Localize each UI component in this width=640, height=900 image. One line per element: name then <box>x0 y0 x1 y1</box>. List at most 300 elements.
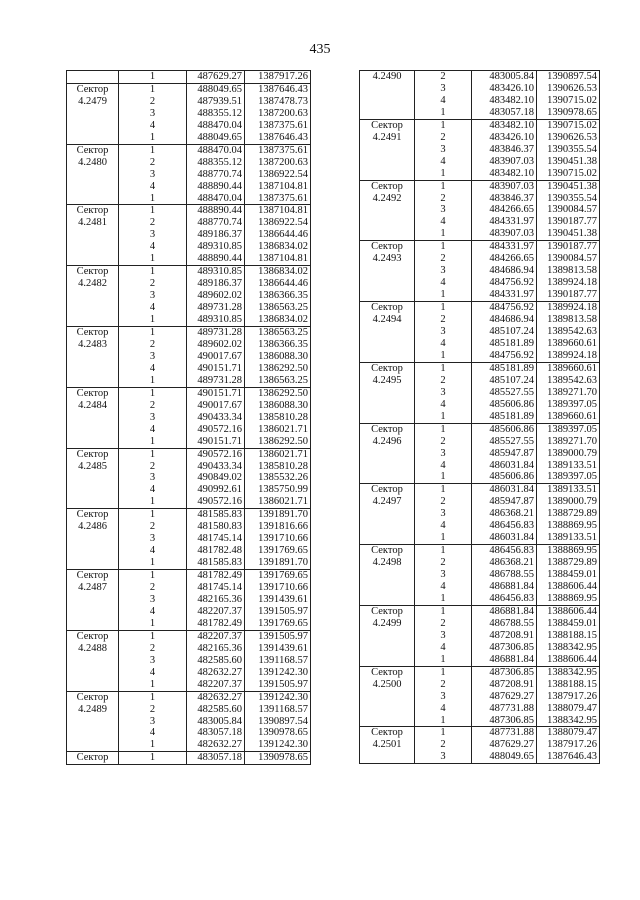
x-coordinate-cell: 486456.83 <box>472 520 537 532</box>
table-row <box>67 241 311 253</box>
table-row <box>67 655 311 667</box>
y-coordinate-cell: 1389660.61 <box>537 411 600 423</box>
x-coordinate-cell: 482585.60 <box>187 655 245 667</box>
sector-cell <box>67 739 119 751</box>
sector-cell <box>360 411 415 423</box>
sector-cell: Сектор <box>360 241 415 253</box>
sector-cell: 4.2480 <box>67 157 119 169</box>
x-coordinate-cell: 487629.27 <box>472 691 537 703</box>
sector-cell <box>67 241 119 253</box>
sector-cell <box>360 338 415 350</box>
sector-cell <box>67 302 119 314</box>
y-coordinate-cell: 1390978.65 <box>537 107 600 119</box>
y-coordinate-cell: 1386366.35 <box>245 339 311 351</box>
table-row <box>360 666 600 678</box>
sector-cell <box>67 679 119 691</box>
point-number-cell: 4 <box>119 241 187 253</box>
sector-cell: 4.2481 <box>67 217 119 229</box>
point-number-cell: 1 <box>119 83 187 95</box>
table-row <box>360 581 600 593</box>
y-coordinate-cell: 1387104.81 <box>245 253 311 265</box>
sector-cell <box>67 424 119 436</box>
point-number-cell: 3 <box>119 655 187 667</box>
table-row <box>67 229 311 241</box>
x-coordinate-cell: 489731.28 <box>187 375 245 387</box>
x-coordinate-cell: 486881.84 <box>472 605 537 617</box>
y-coordinate-cell: 1386088.30 <box>245 351 311 363</box>
sector-cell <box>67 496 119 508</box>
table-row <box>67 679 311 691</box>
x-coordinate-cell: 490151.71 <box>187 436 245 448</box>
point-number-cell: 2 <box>415 496 472 508</box>
y-coordinate-cell: 1390187.77 <box>537 289 600 301</box>
y-coordinate-cell: 1391505.97 <box>245 606 311 618</box>
point-number-cell: 1 <box>415 593 472 605</box>
sector-cell: 4.2479 <box>67 96 119 108</box>
point-number-cell: 2 <box>119 96 187 108</box>
point-number-cell: 3 <box>119 533 187 545</box>
y-coordinate-cell: 1391769.65 <box>245 570 311 582</box>
table-row <box>360 471 600 483</box>
table-row <box>360 228 600 240</box>
point-number-cell: 2 <box>119 521 187 533</box>
table-row <box>67 400 311 412</box>
y-coordinate-cell: 1385750.99 <box>245 484 311 496</box>
x-coordinate-cell: 488890.44 <box>187 253 245 265</box>
x-coordinate-cell: 484331.97 <box>472 289 537 301</box>
table-row <box>360 71 600 83</box>
x-coordinate-cell: 486881.84 <box>472 581 537 593</box>
sector-cell: Сектор <box>67 144 119 156</box>
y-coordinate-cell: 1388606.44 <box>537 581 600 593</box>
sector-cell: Сектор <box>67 83 119 95</box>
sector-cell: Сектор <box>360 605 415 617</box>
table-row <box>67 132 311 144</box>
point-number-cell: 3 <box>415 448 472 460</box>
table-row <box>67 96 311 108</box>
x-coordinate-cell: 490017.67 <box>187 400 245 412</box>
x-coordinate-cell: 487306.85 <box>472 715 537 727</box>
table-row <box>67 484 311 496</box>
table-row <box>360 520 600 532</box>
y-coordinate-cell: 1390355.54 <box>537 193 600 205</box>
y-coordinate-cell: 1389924.18 <box>537 302 600 314</box>
table-row <box>67 436 311 448</box>
point-number-cell: 4 <box>119 363 187 375</box>
table-row <box>360 83 600 95</box>
point-number-cell: 1 <box>119 327 187 339</box>
point-number-cell: 3 <box>119 412 187 424</box>
point-number-cell: 4 <box>119 545 187 557</box>
point-number-cell: 1 <box>119 314 187 326</box>
coordinates-table-right <box>359 70 600 764</box>
table-row <box>67 266 311 278</box>
y-coordinate-cell: 1391242.30 <box>245 739 311 751</box>
y-coordinate-cell: 1391439.61 <box>245 594 311 606</box>
point-number-cell: 1 <box>415 302 472 314</box>
table-row <box>360 289 600 301</box>
x-coordinate-cell: 490572.16 <box>187 448 245 460</box>
sector-cell: 4.2499 <box>360 618 415 630</box>
y-coordinate-cell: 1387200.63 <box>245 157 311 169</box>
point-number-cell: 2 <box>119 339 187 351</box>
sector-cell <box>360 216 415 228</box>
x-coordinate-cell: 490849.02 <box>187 472 245 484</box>
sector-cell <box>67 545 119 557</box>
table-row <box>67 606 311 618</box>
x-coordinate-cell: 487629.27 <box>187 71 245 84</box>
x-coordinate-cell: 483057.18 <box>187 727 245 739</box>
y-coordinate-cell: 1386088.30 <box>245 400 311 412</box>
sector-cell: 4.2500 <box>360 679 415 691</box>
sector-cell: 4.2483 <box>67 339 119 351</box>
x-coordinate-cell: 484266.65 <box>472 204 537 216</box>
point-number-cell: 2 <box>415 193 472 205</box>
x-coordinate-cell: 487306.85 <box>472 642 537 654</box>
x-coordinate-cell: 486788.55 <box>472 618 537 630</box>
point-number-cell: 1 <box>415 471 472 483</box>
sector-cell <box>360 581 415 593</box>
point-number-cell: 4 <box>415 581 472 593</box>
point-number-cell: 4 <box>119 606 187 618</box>
y-coordinate-cell: 1391505.97 <box>245 679 311 691</box>
table-row <box>360 460 600 472</box>
y-coordinate-cell: 1387104.81 <box>245 181 311 193</box>
y-coordinate-cell: 1387646.43 <box>537 751 600 763</box>
y-coordinate-cell: 1390715.02 <box>537 95 600 107</box>
table-row <box>360 703 600 715</box>
y-coordinate-cell: 1388342.95 <box>537 642 600 654</box>
y-coordinate-cell: 1388869.95 <box>537 545 600 557</box>
table-row <box>67 521 311 533</box>
sector-cell <box>67 229 119 241</box>
y-coordinate-cell: 1391242.30 <box>245 691 311 703</box>
table-row <box>67 412 311 424</box>
point-number-cell: 2 <box>415 436 472 448</box>
y-coordinate-cell: 1388459.01 <box>537 618 600 630</box>
table-row <box>360 727 600 739</box>
sector-cell <box>67 436 119 448</box>
y-coordinate-cell: 1391816.66 <box>245 521 311 533</box>
sector-cell <box>67 484 119 496</box>
x-coordinate-cell: 483005.84 <box>187 716 245 728</box>
y-coordinate-cell: 1389133.51 <box>537 532 600 544</box>
sector-cell <box>67 667 119 679</box>
table-row <box>67 302 311 314</box>
table-row <box>360 350 600 362</box>
table-row <box>67 691 311 703</box>
table-row <box>360 362 600 374</box>
x-coordinate-cell: 486031.84 <box>472 532 537 544</box>
table-row <box>360 375 600 387</box>
y-coordinate-cell: 1389000.79 <box>537 448 600 460</box>
y-coordinate-cell: 1386563.25 <box>245 327 311 339</box>
y-coordinate-cell: 1387104.81 <box>245 205 311 217</box>
y-coordinate-cell: 1388188.15 <box>537 679 600 691</box>
x-coordinate-cell: 481585.83 <box>187 509 245 521</box>
sector-cell <box>67 375 119 387</box>
point-number-cell: 1 <box>119 375 187 387</box>
x-coordinate-cell: 483482.10 <box>472 119 537 131</box>
y-coordinate-cell: 1386834.02 <box>245 266 311 278</box>
y-coordinate-cell: 1390626.53 <box>537 132 600 144</box>
table-row <box>360 593 600 605</box>
sector-cell <box>67 181 119 193</box>
y-coordinate-cell: 1386922.54 <box>245 217 311 229</box>
y-coordinate-cell: 1388729.89 <box>537 508 600 520</box>
sector-cell <box>67 132 119 144</box>
point-number-cell: 2 <box>415 739 472 751</box>
y-coordinate-cell: 1388606.44 <box>537 654 600 666</box>
table-row <box>360 691 600 703</box>
sector-cell: Сектор <box>360 362 415 374</box>
table-row <box>360 302 600 314</box>
x-coordinate-cell: 490572.16 <box>187 424 245 436</box>
sector-cell <box>67 412 119 424</box>
point-number-cell: 1 <box>415 289 472 301</box>
point-number-cell: 4 <box>415 703 472 715</box>
sector-cell <box>360 642 415 654</box>
x-coordinate-cell: 485947.87 <box>472 496 537 508</box>
x-coordinate-cell: 483482.10 <box>472 168 537 180</box>
table-row <box>67 618 311 630</box>
y-coordinate-cell: 1390084.57 <box>537 204 600 216</box>
y-coordinate-cell: 1389397.05 <box>537 471 600 483</box>
y-coordinate-cell: 1385810.28 <box>245 412 311 424</box>
table-row <box>360 399 600 411</box>
x-coordinate-cell: 487731.88 <box>472 727 537 739</box>
sector-cell: 4.2496 <box>360 436 415 448</box>
y-coordinate-cell: 1391891.70 <box>245 509 311 521</box>
y-coordinate-cell: 1388079.47 <box>537 703 600 715</box>
sector-cell <box>360 520 415 532</box>
point-number-cell: 4 <box>415 95 472 107</box>
point-number-cell: 1 <box>415 168 472 180</box>
table-row <box>360 265 600 277</box>
x-coordinate-cell: 488355.12 <box>187 157 245 169</box>
table-row <box>67 363 311 375</box>
x-coordinate-cell: 485107.24 <box>472 375 537 387</box>
y-coordinate-cell: 1386834.02 <box>245 314 311 326</box>
x-coordinate-cell: 488770.74 <box>187 217 245 229</box>
y-coordinate-cell: 1389542.63 <box>537 326 600 338</box>
table-row <box>67 448 311 460</box>
point-number-cell: 1 <box>119 691 187 703</box>
point-number-cell: 1 <box>119 618 187 630</box>
x-coordinate-cell: 483482.10 <box>472 95 537 107</box>
sector-cell <box>67 71 119 84</box>
sector-cell: 4.2493 <box>360 253 415 265</box>
point-number-cell: 4 <box>119 424 187 436</box>
table-row <box>360 156 600 168</box>
x-coordinate-cell: 489602.02 <box>187 290 245 302</box>
x-coordinate-cell: 486031.84 <box>472 484 537 496</box>
x-coordinate-cell: 488355.12 <box>187 108 245 120</box>
sector-cell <box>360 508 415 520</box>
table-row <box>67 217 311 229</box>
sector-cell <box>360 593 415 605</box>
sector-cell: 4.2494 <box>360 314 415 326</box>
point-number-cell: 2 <box>119 278 187 290</box>
x-coordinate-cell: 488049.65 <box>187 132 245 144</box>
y-coordinate-cell: 1389924.18 <box>537 277 600 289</box>
sector-cell <box>360 399 415 411</box>
point-number-cell: 1 <box>415 241 472 253</box>
y-coordinate-cell: 1386292.50 <box>245 387 311 399</box>
sector-cell: 4.2486 <box>67 521 119 533</box>
y-coordinate-cell: 1388869.95 <box>537 593 600 605</box>
sector-cell: 4.2488 <box>67 643 119 655</box>
sector-cell: Сектор <box>360 484 415 496</box>
table-row <box>360 751 600 763</box>
sector-cell: 4.2485 <box>67 461 119 473</box>
point-number-cell: 3 <box>119 472 187 484</box>
x-coordinate-cell: 484756.92 <box>472 302 537 314</box>
sector-cell: 4.2490 <box>360 71 415 83</box>
y-coordinate-cell: 1387478.73 <box>245 96 311 108</box>
table-row <box>67 424 311 436</box>
table-row <box>360 326 600 338</box>
sector-cell <box>67 533 119 545</box>
x-coordinate-cell: 482165.36 <box>187 643 245 655</box>
x-coordinate-cell: 482632.27 <box>187 667 245 679</box>
point-number-cell: 3 <box>415 265 472 277</box>
table-row <box>360 119 600 131</box>
y-coordinate-cell: 1389660.61 <box>537 362 600 374</box>
y-coordinate-cell: 1390897.54 <box>537 71 600 83</box>
table-row <box>67 181 311 193</box>
table-row <box>360 411 600 423</box>
point-number-cell: 4 <box>415 460 472 472</box>
y-coordinate-cell: 1387375.61 <box>245 120 311 132</box>
y-coordinate-cell: 1388869.95 <box>537 520 600 532</box>
y-coordinate-cell: 1389133.51 <box>537 484 600 496</box>
y-coordinate-cell: 1387200.63 <box>245 108 311 120</box>
sector-cell <box>360 691 415 703</box>
y-coordinate-cell: 1390187.77 <box>537 216 600 228</box>
table-row <box>67 375 311 387</box>
x-coordinate-cell: 486368.21 <box>472 557 537 569</box>
point-number-cell: 1 <box>119 448 187 460</box>
point-number-cell: 1 <box>415 532 472 544</box>
x-coordinate-cell: 490433.34 <box>187 461 245 473</box>
table-row <box>360 144 600 156</box>
point-number-cell: 1 <box>119 193 187 205</box>
x-coordinate-cell: 489602.02 <box>187 339 245 351</box>
sector-cell: Сектор <box>67 327 119 339</box>
y-coordinate-cell: 1389813.58 <box>537 265 600 277</box>
y-coordinate-cell: 1391710.66 <box>245 533 311 545</box>
table-row <box>360 715 600 727</box>
y-coordinate-cell: 1390187.77 <box>537 241 600 253</box>
y-coordinate-cell: 1389924.18 <box>537 350 600 362</box>
table-row <box>67 557 311 569</box>
table-row <box>67 193 311 205</box>
y-coordinate-cell: 1389397.05 <box>537 399 600 411</box>
table-row <box>360 545 600 557</box>
y-coordinate-cell: 1386021.71 <box>245 496 311 508</box>
table-row <box>67 351 311 363</box>
x-coordinate-cell: 485527.55 <box>472 436 537 448</box>
sector-cell <box>360 265 415 277</box>
sector-cell: 4.2487 <box>67 582 119 594</box>
table-row <box>360 277 600 289</box>
sector-cell <box>360 277 415 289</box>
x-coordinate-cell: 490151.71 <box>187 363 245 375</box>
x-coordinate-cell: 489310.85 <box>187 314 245 326</box>
point-number-cell: 3 <box>415 83 472 95</box>
x-coordinate-cell: 481782.49 <box>187 618 245 630</box>
table-row <box>67 472 311 484</box>
y-coordinate-cell: 1391769.65 <box>245 545 311 557</box>
x-coordinate-cell: 484686.94 <box>472 314 537 326</box>
sector-cell: Сектор <box>67 752 119 765</box>
x-coordinate-cell: 487306.85 <box>472 666 537 678</box>
sector-cell: Сектор <box>360 180 415 192</box>
y-coordinate-cell: 1388079.47 <box>537 727 600 739</box>
table-row <box>67 144 311 156</box>
x-coordinate-cell: 483846.37 <box>472 144 537 156</box>
sector-cell: Сектор <box>360 423 415 435</box>
point-number-cell: 4 <box>119 120 187 132</box>
point-number-cell: 1 <box>119 266 187 278</box>
sector-cell: Сектор <box>360 302 415 314</box>
sector-cell <box>360 387 415 399</box>
sector-cell: 4.2501 <box>360 739 415 751</box>
point-number-cell: 1 <box>415 666 472 678</box>
y-coordinate-cell: 1390978.65 <box>245 752 311 765</box>
x-coordinate-cell: 487208.91 <box>472 630 537 642</box>
y-coordinate-cell: 1388606.44 <box>537 605 600 617</box>
x-coordinate-cell: 484331.97 <box>472 241 537 253</box>
y-coordinate-cell: 1390715.02 <box>537 119 600 131</box>
table-row <box>360 679 600 691</box>
table-row <box>360 241 600 253</box>
y-coordinate-cell: 1388342.95 <box>537 666 600 678</box>
point-number-cell: 1 <box>415 180 472 192</box>
point-number-cell: 1 <box>119 679 187 691</box>
x-coordinate-cell: 489186.37 <box>187 229 245 241</box>
point-number-cell: 1 <box>415 362 472 374</box>
y-coordinate-cell: 1388188.15 <box>537 630 600 642</box>
sector-cell <box>67 472 119 484</box>
table-row <box>67 339 311 351</box>
sector-cell <box>360 630 415 642</box>
point-number-cell: 1 <box>119 496 187 508</box>
sector-cell <box>360 83 415 95</box>
table-row <box>67 278 311 290</box>
table-row <box>67 667 311 679</box>
table-row <box>67 108 311 120</box>
x-coordinate-cell: 488890.44 <box>187 181 245 193</box>
point-number-cell: 1 <box>415 605 472 617</box>
sector-cell <box>67 606 119 618</box>
table-row <box>67 545 311 557</box>
x-coordinate-cell: 485606.86 <box>472 399 537 411</box>
sector-cell: Сектор <box>360 666 415 678</box>
point-number-cell: 4 <box>415 642 472 654</box>
x-coordinate-cell: 483426.10 <box>472 83 537 95</box>
page-number: 435 <box>309 42 331 57</box>
y-coordinate-cell: 1390451.38 <box>537 156 600 168</box>
table-row <box>67 83 311 95</box>
point-number-cell: 1 <box>415 411 472 423</box>
coordinates-table-left <box>66 70 311 765</box>
x-coordinate-cell: 486881.84 <box>472 654 537 666</box>
y-coordinate-cell: 1391891.70 <box>245 557 311 569</box>
point-number-cell: 2 <box>119 704 187 716</box>
table-row <box>360 253 600 265</box>
